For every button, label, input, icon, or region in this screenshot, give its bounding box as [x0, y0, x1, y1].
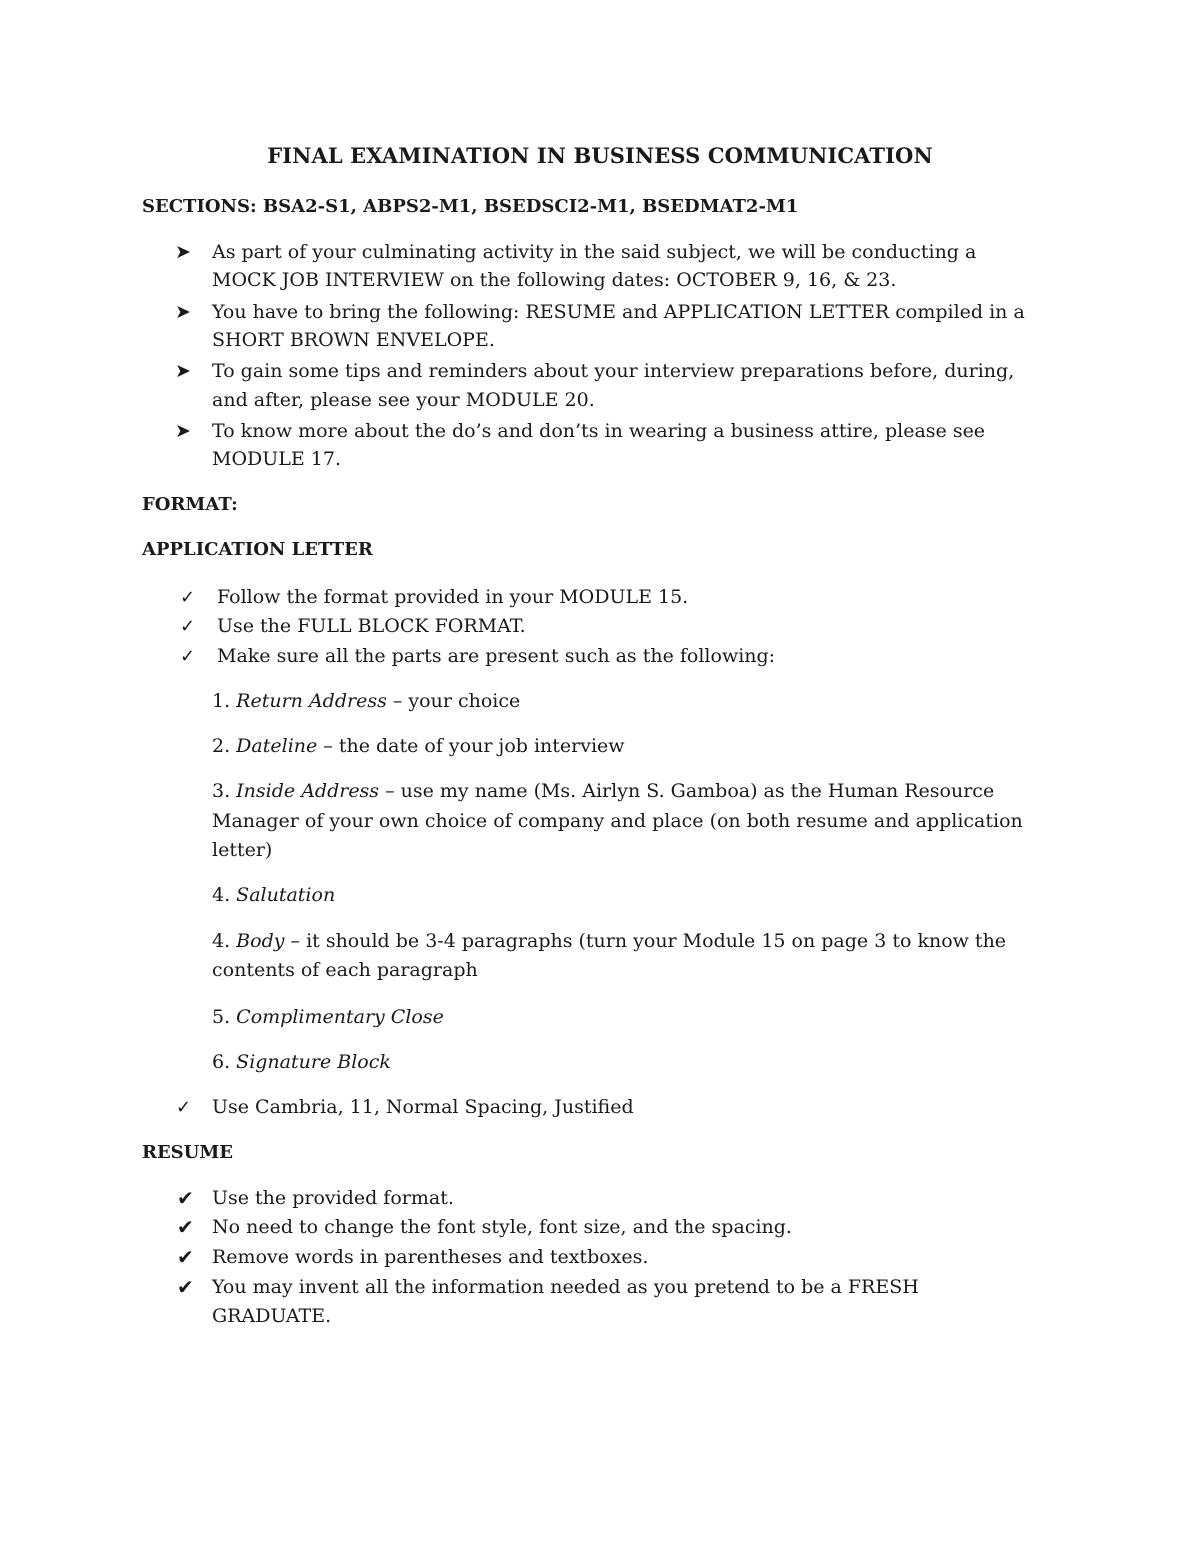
check-icon: ✓ — [180, 646, 196, 667]
part-3-cont-1: Manager of your own choice of company and place (on both resume and application — [212, 810, 1023, 832]
arrow-bullet-icon: ➤ — [175, 301, 191, 323]
check-icon: ✓ — [180, 616, 196, 637]
heavy-check-icon: ✔ — [177, 1245, 194, 1269]
bullet-3-line-2: and after, please see your MODULE 20. — [212, 389, 595, 411]
page-title: FINAL EXAMINATION IN BUSINESS COMMUNICATION — [267, 143, 933, 168]
part-6: 5. Complimentary Close — [212, 1006, 444, 1028]
part-3: 3. Inside Address – use my name (Ms. Airlyn S. Gamboa) as the Human Resource — [212, 780, 995, 802]
heavy-check-icon: ✔ — [177, 1186, 194, 1210]
part-2: 2. Dateline – the date of your job interview — [212, 735, 625, 757]
resume-check-1: Use the provided format. — [212, 1187, 454, 1209]
bullet-1-line-2: MOCK JOB INTERVIEW on the following dates: OCTOBER 9, 16, & 23. — [212, 269, 897, 291]
bullet-3-line-1: To gain some tips and reminders about your interview preparations before, during, — [212, 360, 1015, 382]
check-icon: ✓ — [180, 587, 196, 608]
bullet-4-line-1: To know more about the do’s and don’ts in wearing a business attire, please see — [212, 420, 986, 442]
format-heading: FORMAT: — [142, 494, 238, 515]
bullet-1-line-1: As part of your culminating activity in the said subject, we will be conducting a — [212, 241, 977, 263]
part-5: 4. Body – it should be 3-4 paragraphs (turn your Module 15 on page 3 to know the — [212, 930, 1007, 952]
heavy-check-icon: ✔ — [177, 1275, 194, 1299]
resume-check-2: No need to change the font style, font size, and the spacing. — [212, 1216, 792, 1238]
bullet-2-line-2: SHORT BROWN ENVELOPE. — [212, 329, 495, 351]
bullet-2-line-1: You have to bring the following: RESUME and APPLICATION LETTER compiled in a — [212, 301, 1025, 323]
part-3-cont-2: letter) — [212, 839, 273, 861]
sections-heading: SECTIONS: BSA2-S1, ABPS2-M1, BSEDSCI2-M1, BSEDMAT2-M1 — [142, 196, 799, 217]
arrow-bullet-icon: ➤ — [175, 420, 191, 442]
part-5-cont-1: contents of each paragraph — [212, 959, 478, 981]
heavy-check-icon: ✔ — [177, 1215, 194, 1239]
check-icon: ✓ — [176, 1097, 192, 1118]
resume-heading: RESUME — [142, 1142, 234, 1163]
app-final-check: Use Cambria, 11, Normal Spacing, Justified — [212, 1096, 634, 1118]
arrow-bullet-icon: ➤ — [175, 360, 191, 382]
part-4: 4. Salutation — [212, 884, 336, 906]
resume-check-4-line-1: You may invent all the information needed as you pretend to be a FRESH — [212, 1276, 919, 1298]
part-7: 6. Signature Block — [212, 1051, 391, 1073]
resume-check-4-line-2: GRADUATE. — [212, 1305, 332, 1327]
app-check-3: Make sure all the parts are present such as the following: — [217, 645, 776, 667]
resume-check-3: Remove words in parentheses and textboxes. — [212, 1246, 649, 1268]
app-check-1: Follow the format provided in your MODULE 15. — [217, 586, 689, 608]
part-1: 1. Return Address – your choice — [212, 690, 521, 712]
app-check-2: Use the FULL BLOCK FORMAT. — [217, 615, 526, 637]
application-letter-heading: APPLICATION LETTER — [142, 539, 373, 560]
arrow-bullet-icon: ➤ — [175, 241, 191, 263]
bullet-4-line-2: MODULE 17. — [212, 448, 342, 470]
